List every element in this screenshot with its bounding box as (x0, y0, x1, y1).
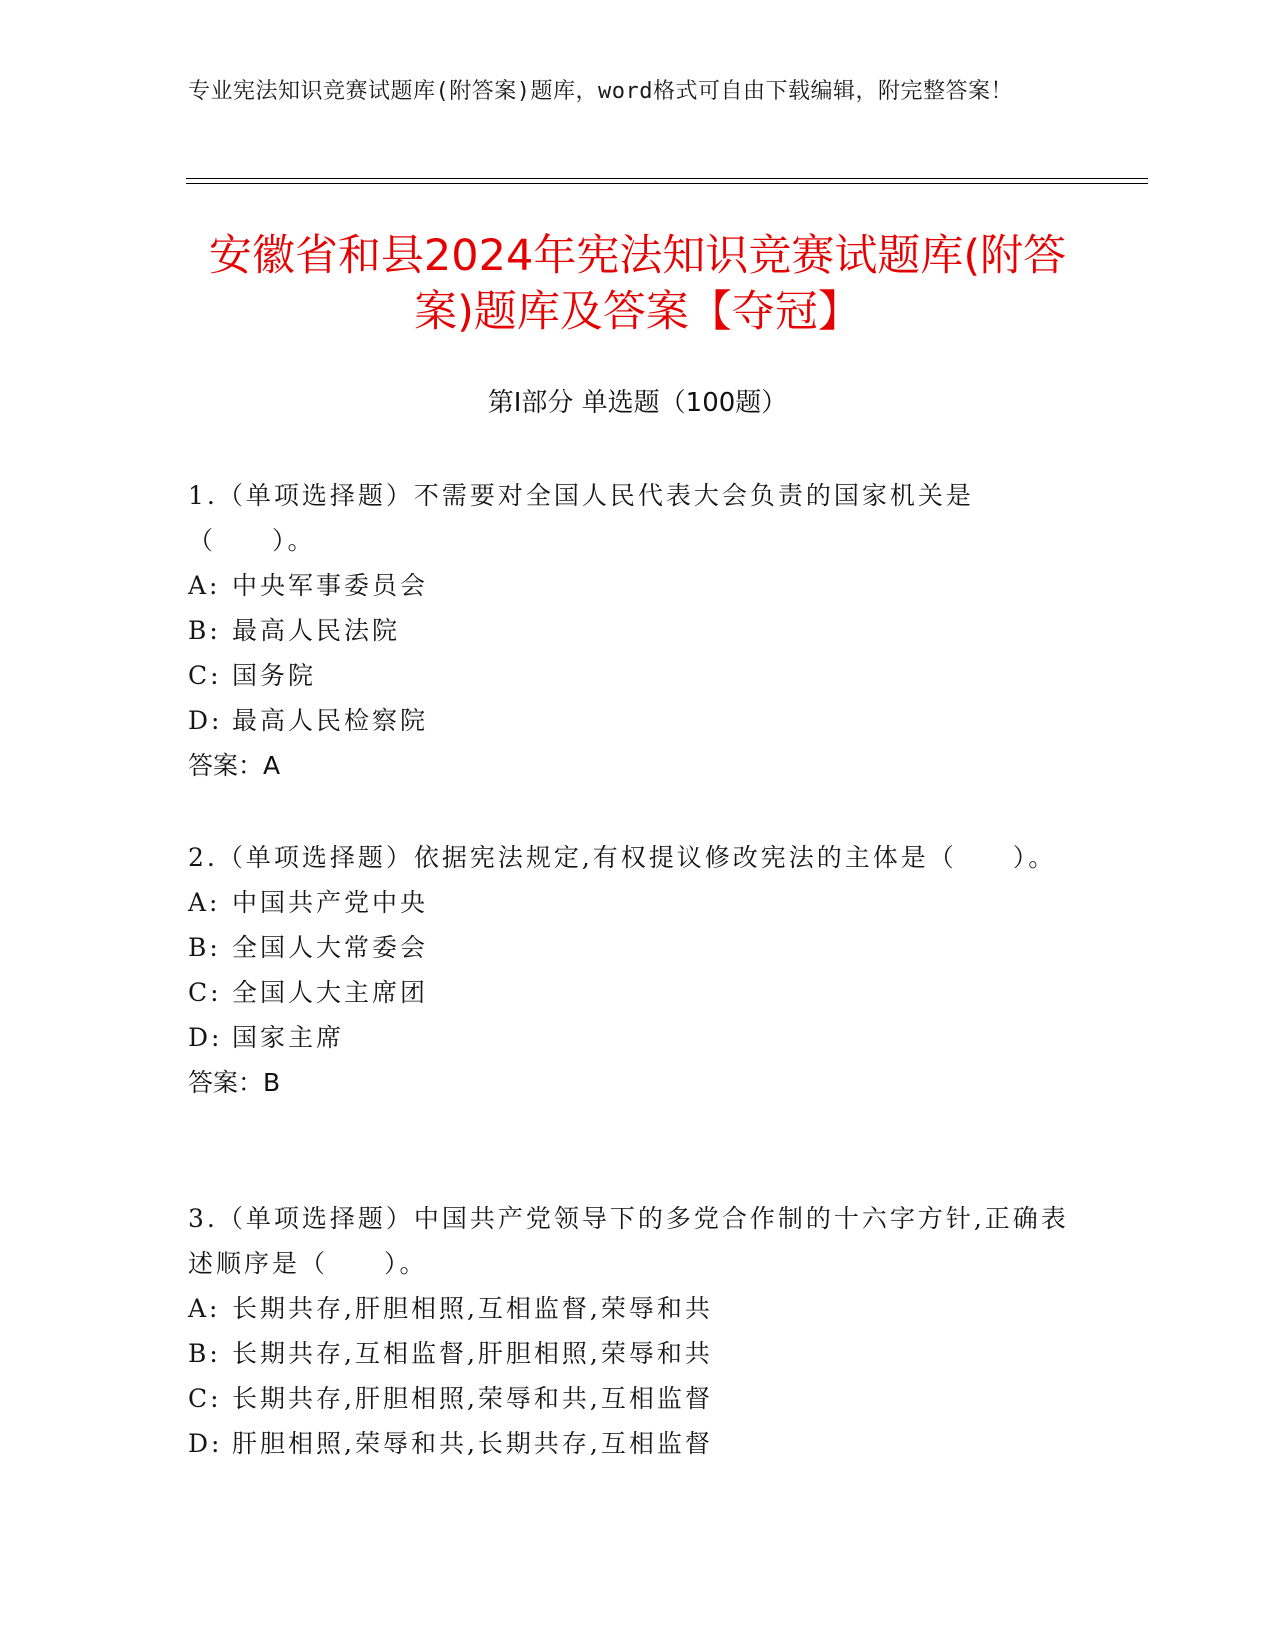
option-letter: D: (188, 706, 223, 735)
option-letter: A: (188, 888, 221, 917)
option-text: 长期共存,肝胆相照,荣辱和共,互相监督 (232, 1384, 713, 1413)
option-text: 中央军事委员会 (232, 571, 429, 600)
option-letter: D: (188, 1023, 223, 1052)
option-text: 长期共存,互相监督,肝胆相照,荣辱和共 (232, 1339, 713, 1368)
option-text: 最高人民法院 (232, 616, 401, 645)
question-1 (188, 473, 1078, 788)
option-a (188, 880, 1078, 925)
option-letter: C: (188, 1384, 222, 1413)
option-letter: A: (188, 571, 221, 600)
option-text: 全国人大主席团 (232, 978, 429, 1007)
question-2 (188, 835, 1078, 1105)
answer-line: 答案：B (188, 1068, 281, 1097)
option-text: 国家主席 (232, 1023, 345, 1052)
option-text: 最高人民检察院 (232, 706, 429, 735)
page-title: 安徽省和县2024年宪法知识竞赛试题库(附答案)题库及答案【夺冠】 (208, 231, 1067, 337)
question-stem: 2.（单项选择题）依据宪法规定,有权提议修改宪法的主体是（ ）。 (188, 843, 1057, 872)
option-letter: D: (188, 1429, 223, 1458)
option-text: 国务院 (232, 661, 317, 690)
option-a (188, 1286, 1078, 1331)
option-b (188, 925, 1078, 970)
option-d (188, 1015, 1078, 1060)
option-letter: B: (188, 933, 221, 962)
header-rule-bottom (186, 183, 1148, 184)
section-title: 第Ⅰ部分 单选题（100题） (487, 388, 788, 418)
option-letter: C: (188, 661, 222, 690)
option-a (188, 563, 1078, 608)
option-d (188, 1421, 1078, 1466)
header-rule-top (186, 178, 1148, 179)
option-letter: B: (188, 616, 221, 645)
option-b (188, 1331, 1078, 1376)
option-text: 中国共产党中央 (232, 888, 429, 917)
option-letter: C: (188, 978, 222, 1007)
option-d (188, 698, 1078, 743)
header-note: 专业宪法知识竞赛试题库(附答案)题库，word格式可自由下载编辑，附完整答案！ (188, 79, 1013, 104)
option-b (188, 608, 1078, 653)
option-letter: B: (188, 1339, 221, 1368)
option-c (188, 653, 1078, 698)
option-letter: A: (188, 1294, 221, 1323)
option-text: 肝胆相照,荣辱和共,长期共存,互相监督 (232, 1429, 713, 1458)
option-c (188, 970, 1078, 1015)
question-stem: 3.（单项选择题）中国共产党领导下的多党合作制的十六字方针,正确表述顺序是（ ）。 (188, 1204, 1069, 1278)
option-text: 全国人大常委会 (232, 933, 429, 962)
option-text: 长期共存,肝胆相照,互相监督,荣辱和共 (232, 1294, 713, 1323)
question-3 (188, 1196, 1078, 1466)
question-stem: 1.（单项选择题）不需要对全国人民代表大会负责的国家机关是（ ）。 (188, 481, 974, 555)
answer-line: 答案：A (188, 751, 281, 780)
option-c (188, 1376, 1078, 1421)
